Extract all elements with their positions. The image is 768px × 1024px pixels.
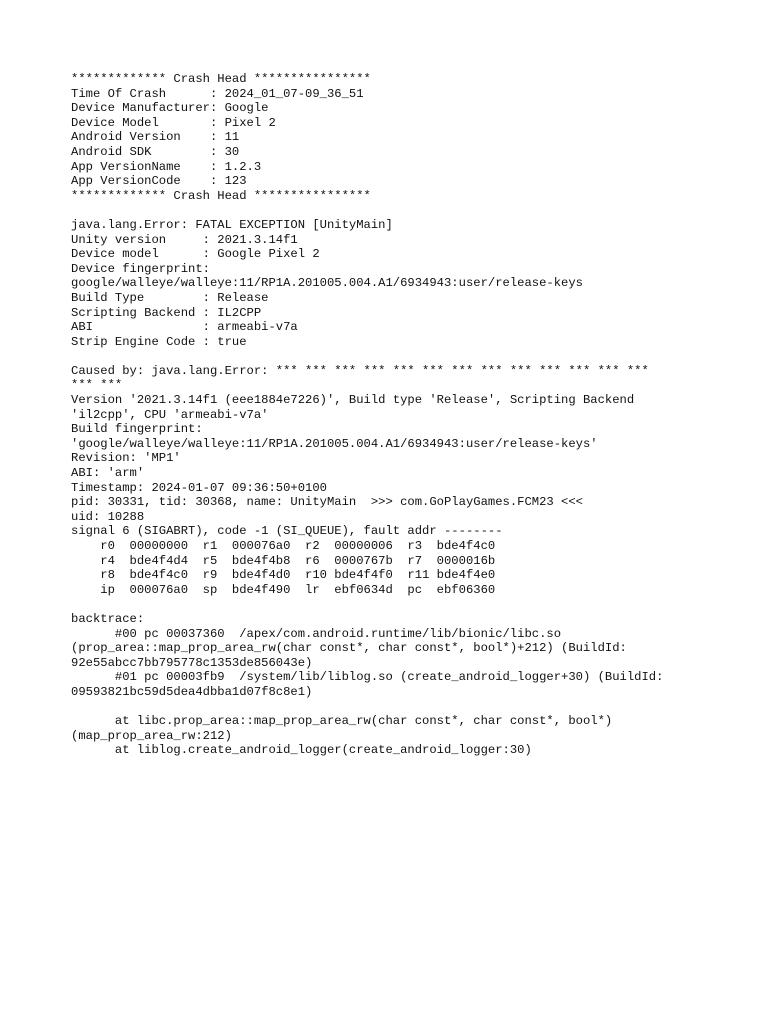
backtrace-frame-00-buildid: 92e55abcc7bb795778c1353de856043e) [71,655,313,670]
app-version-name-line: App VersionName : 1.2.3 [71,159,262,174]
blank-line [71,700,761,715]
crash-head-separator: ************* Crash Head **************** [71,188,371,203]
backtrace-label: backtrace: [71,611,145,626]
unity-version-line: Unity version : 2021.3.14f1 [71,232,298,247]
stack-trace-line: at libc.prop_area::map_prop_area_rw(char const*, char const*, bool*) [71,714,613,729]
signal-line: signal 6 (SIGABRT), code -1 (SI_QUEUE), fault addr -------- [71,524,503,539]
device-manufacturer-line: Device Manufacturer: Google [71,101,269,116]
register-row: ip 000076a0 sp bde4f490 lr ebf0634d pc ebf06360 [71,582,496,597]
fatal-exception-line: java.lang.Error: FATAL EXCEPTION [UnityMain] [71,217,393,232]
device-model-line: Device Model : Pixel 2 [71,115,276,130]
strip-engine-code-line: Strip Engine Code : true [71,334,247,349]
app-version-code-line: App VersionCode : 123 [71,174,247,189]
register-row: r4 bde4f4d4 r5 bde4f4b8 r6 0000767b r7 0000016b [71,553,496,568]
revision-line: Revision: 'MP1' [71,451,181,466]
android-sdk-line: Android SDK : 30 [71,144,240,159]
backtrace-frame-01: #01 pc 00003fb9 /system/lib/liblog.so (create_android_logger+30) (BuildId: [71,670,664,685]
stack-trace-line: at liblog.create_android_logger(create_android_logger:30) [71,743,532,758]
register-row: r8 bde4f4c0 r9 bde4f4d0 r10 bde4f4f0 r11 bde4f4e0 [71,568,496,583]
uid-line: uid: 10288 [71,509,145,524]
blank-line [71,597,761,612]
backtrace-frame-00-detail: (prop_area::map_prop_area_rw(char const*, char const*, bool*)+212) (BuildId: [71,641,627,656]
android-version-line: Android Version : 11 [71,130,240,145]
caused-by-line: Caused by: java.lang.Error: *** *** *** *** *** *** *** *** *** *** *** *** *** [71,363,649,378]
crash-log-document [71,72,761,758]
blank-line [71,203,761,218]
device-model-line: Device model : Google Pixel 2 [71,247,320,262]
abi-arm-line: ABI: 'arm' [71,466,145,481]
abi-line: ABI : armeabi-v7a [71,320,298,335]
backtrace-frame-00: #00 pc 00037360 /apex/com.android.runtime/lib/bionic/libc.so [71,626,562,641]
scripting-backend-line: Scripting Backend : IL2CPP [71,305,262,320]
version-line: Version '2021.3.14f1 (eee1884e7226)', Build type 'Release', Scripting Backend [71,393,635,408]
device-fingerprint-value: google/walleye/walleye:11/RP1A.201005.004.A1/6934943:user/release-keys [71,276,583,291]
backtrace-frame-01-buildid: 09593821bc59d5dea4dbba1d07f8c8e1) [71,684,313,699]
time-of-crash-line: Time Of Crash : 2024_01_07-09_36_51 [71,86,364,101]
device-fingerprint-label: Device fingerprint: [71,261,210,276]
stack-trace-line-continued: (map_prop_area_rw:212) [71,728,232,743]
crash-head-separator: ************* Crash Head **************** [71,72,371,86]
build-fingerprint-value: 'google/walleye/walleye:11/RP1A.201005.004.A1/6934943:user/release-keys' [71,436,598,451]
version-line-continued: 'il2cpp', CPU 'armeabi-v7a' [71,407,269,422]
build-type-line: Build Type : Release [71,290,269,305]
caused-by-line-continued: *** *** [71,378,123,393]
timestamp-line: Timestamp: 2024-01-07 09:36:50+0100 [71,480,327,495]
pid-line: pid: 30331, tid: 30368, name: UnityMain >>> com.GoPlayGames.FCM23 <<< [71,495,583,510]
blank-line [71,349,761,364]
register-row: r0 00000000 r1 000076a0 r2 00000006 r3 bde4f4c0 [71,539,496,553]
build-fingerprint-label: Build fingerprint: [71,422,203,437]
